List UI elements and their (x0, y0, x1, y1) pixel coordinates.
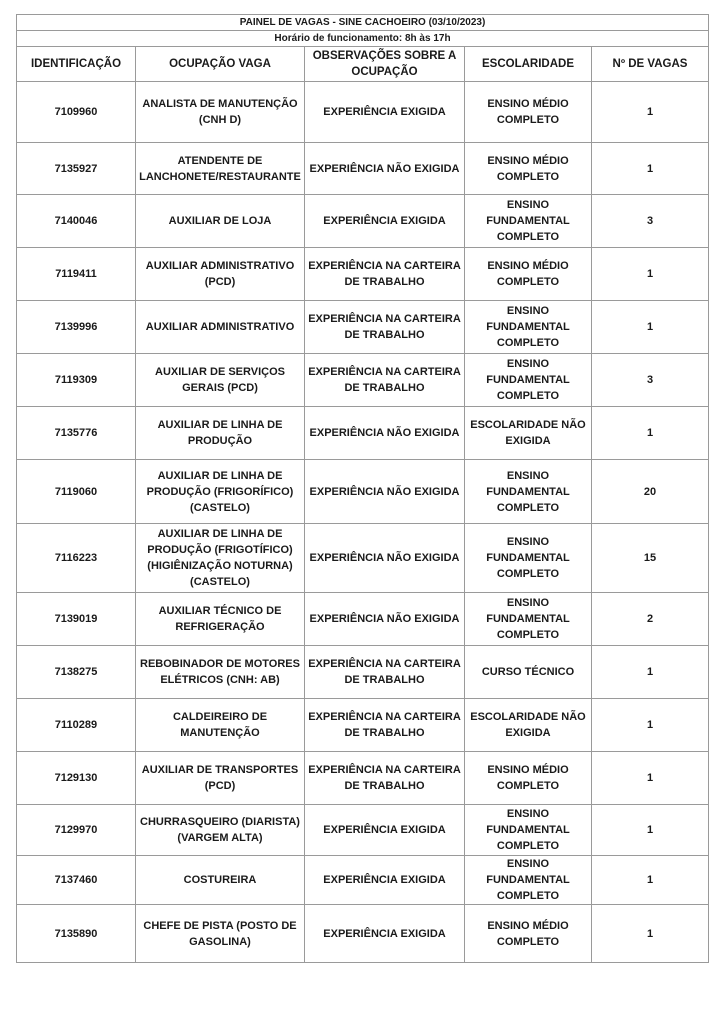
table-row (17, 195, 709, 248)
cell-job-id: 7138275 (17, 646, 136, 699)
cell-education: CURSO TÉCNICO (465, 646, 592, 699)
table-row (17, 248, 709, 301)
cell-vacancy-count: 1 (592, 407, 709, 460)
cell-observations: EXPERIÊNCIA NA CARTEIRA DE TRABALHO (305, 301, 465, 354)
cell-observations: EXPERIÊNCIA NÃO EXIGIDA (305, 524, 465, 593)
cell-vacancy-count: 1 (592, 699, 709, 752)
cell-vacancy-count: 2 (592, 593, 709, 646)
cell-job-id: 7116223 (17, 524, 136, 593)
cell-vacancy-count: 1 (592, 805, 709, 856)
cell-education: ENSINO FUNDAMENTAL COMPLETO (465, 460, 592, 524)
cell-vacancy-count: 1 (592, 248, 709, 301)
cell-occupation: AUXILIAR DE TRANSPORTES (PCD) (136, 752, 305, 805)
cell-occupation: CALDEIREIRO DE MANUTENÇÃO (136, 699, 305, 752)
cell-education: ENSINO MÉDIO COMPLETO (465, 752, 592, 805)
column-header-vagas: Nº DE VAGAS (592, 47, 709, 82)
cell-observations: EXPERIÊNCIA EXIGIDA (305, 195, 465, 248)
cell-occupation: CHEFE DE PISTA (POSTO DE GASOLINA) (136, 905, 305, 963)
cell-occupation: AUXILIAR ADMINISTRATIVO (136, 301, 305, 354)
cell-vacancy-count: 1 (592, 856, 709, 905)
cell-occupation: REBOBINADOR DE MOTORES ELÉTRICOS (CNH: AB) (136, 646, 305, 699)
cell-job-id: 7119060 (17, 460, 136, 524)
job-vacancies-table (16, 14, 709, 963)
table-row (17, 82, 709, 143)
cell-education: ENSINO FUNDAMENTAL COMPLETO (465, 195, 592, 248)
cell-occupation: AUXILIAR DE LINHA DE PRODUÇÃO (136, 407, 305, 460)
cell-observations: EXPERIÊNCIA EXIGIDA (305, 805, 465, 856)
table-title: PAINEL DE VAGAS - SINE CACHOEIRO (03/10/2023) (17, 15, 709, 31)
cell-occupation: AUXILIAR DE LINHA DE PRODUÇÃO (FRIGOTÍFICO) (HIGIÊNIZAÇÃO NOTURNA) (CASTELO) (136, 524, 305, 593)
cell-education: ENSINO FUNDAMENTAL COMPLETO (465, 856, 592, 905)
title-row (17, 15, 709, 31)
cell-vacancy-count: 1 (592, 301, 709, 354)
cell-job-id: 7140046 (17, 195, 136, 248)
cell-observations: EXPERIÊNCIA EXIGIDA (305, 856, 465, 905)
table-row (17, 905, 709, 963)
cell-education: ENSINO MÉDIO COMPLETO (465, 143, 592, 195)
cell-vacancy-count: 1 (592, 82, 709, 143)
cell-occupation: AUXILIAR DE LOJA (136, 195, 305, 248)
cell-vacancy-count: 1 (592, 646, 709, 699)
cell-occupation: COSTUREIRA (136, 856, 305, 905)
cell-education: ESCOLARIDADE NÃO EXIGIDA (465, 407, 592, 460)
cell-observations: EXPERIÊNCIA NA CARTEIRA DE TRABALHO (305, 752, 465, 805)
table-row (17, 460, 709, 524)
cell-occupation: AUXILIAR DE SERVIÇOS GERAIS (PCD) (136, 354, 305, 407)
cell-education: ENSINO FUNDAMENTAL COMPLETO (465, 354, 592, 407)
cell-education: ESCOLARIDADE NÃO EXIGIDA (465, 699, 592, 752)
cell-job-id: 7135776 (17, 407, 136, 460)
table-row (17, 407, 709, 460)
cell-vacancy-count: 1 (592, 752, 709, 805)
cell-job-id: 7129970 (17, 805, 136, 856)
cell-education: ENSINO FUNDAMENTAL COMPLETO (465, 301, 592, 354)
table-row (17, 143, 709, 195)
cell-education: ENSINO FUNDAMENTAL COMPLETO (465, 593, 592, 646)
cell-observations: EXPERIÊNCIA NA CARTEIRA DE TRABALHO (305, 354, 465, 407)
cell-vacancy-count: 1 (592, 143, 709, 195)
table-row (17, 593, 709, 646)
table-row (17, 354, 709, 407)
cell-observations: EXPERIÊNCIA EXIGIDA (305, 82, 465, 143)
table-row (17, 752, 709, 805)
cell-job-id: 7137460 (17, 856, 136, 905)
cell-job-id: 7135927 (17, 143, 136, 195)
cell-vacancy-count: 3 (592, 195, 709, 248)
cell-observations: EXPERIÊNCIA NÃO EXIGIDA (305, 593, 465, 646)
column-header-ocupacao: OCUPAÇÃO VAGA (136, 47, 305, 82)
cell-education: ENSINO FUNDAMENTAL COMPLETO (465, 524, 592, 593)
cell-occupation: AUXILIAR TÉCNICO DE REFRIGERAÇÃO (136, 593, 305, 646)
table-row (17, 301, 709, 354)
cell-observations: EXPERIÊNCIA NÃO EXIGIDA (305, 143, 465, 195)
cell-observations: EXPERIÊNCIA NÃO EXIGIDA (305, 460, 465, 524)
subtitle-row (17, 31, 709, 47)
cell-education: ENSINO MÉDIO COMPLETO (465, 905, 592, 963)
cell-job-id: 7135890 (17, 905, 136, 963)
cell-observations: EXPERIÊNCIA NA CARTEIRA DE TRABALHO (305, 699, 465, 752)
header-row (17, 47, 709, 82)
cell-occupation: ANALISTA DE MANUTENÇÃO (CNH D) (136, 82, 305, 143)
table-row (17, 856, 709, 905)
cell-vacancy-count: 3 (592, 354, 709, 407)
opening-hours: Horário de funcionamento: 8h às 17h (17, 31, 709, 47)
cell-occupation: AUXILIAR ADMINISTRATIVO (PCD) (136, 248, 305, 301)
cell-observations: EXPERIÊNCIA NA CARTEIRA DE TRABALHO (305, 248, 465, 301)
cell-job-id: 7119411 (17, 248, 136, 301)
cell-education: ENSINO MÉDIO COMPLETO (465, 82, 592, 143)
cell-observations: EXPERIÊNCIA NÃO EXIGIDA (305, 407, 465, 460)
table-row (17, 646, 709, 699)
cell-job-id: 7139019 (17, 593, 136, 646)
cell-job-id: 7109960 (17, 82, 136, 143)
column-header-escolaridade: ESCOLARIDADE (465, 47, 592, 82)
cell-education: ENSINO MÉDIO COMPLETO (465, 248, 592, 301)
table-row (17, 699, 709, 752)
table-row (17, 805, 709, 856)
cell-occupation: AUXILIAR DE LINHA DE PRODUÇÃO (FRIGORÍFICO) (CASTELO) (136, 460, 305, 524)
cell-observations: EXPERIÊNCIA NA CARTEIRA DE TRABALHO (305, 646, 465, 699)
cell-education: ENSINO FUNDAMENTAL COMPLETO (465, 805, 592, 856)
column-header-observacoes: OBSERVAÇÕES SOBRE A OCUPAÇÃO (305, 47, 465, 82)
cell-vacancy-count: 20 (592, 460, 709, 524)
cell-vacancy-count: 1 (592, 905, 709, 963)
column-header-identificacao: IDENTIFICAÇÃO (17, 47, 136, 82)
cell-job-id: 7119309 (17, 354, 136, 407)
cell-observations: EXPERIÊNCIA EXIGIDA (305, 905, 465, 963)
cell-vacancy-count: 15 (592, 524, 709, 593)
cell-job-id: 7129130 (17, 752, 136, 805)
cell-occupation: CHURRASQUEIRO (DIARISTA) (VARGEM ALTA) (136, 805, 305, 856)
table-row (17, 524, 709, 593)
cell-occupation: ATENDENTE DE LANCHONETE/RESTAURANTE (136, 143, 305, 195)
cell-job-id: 7110289 (17, 699, 136, 752)
cell-job-id: 7139996 (17, 301, 136, 354)
